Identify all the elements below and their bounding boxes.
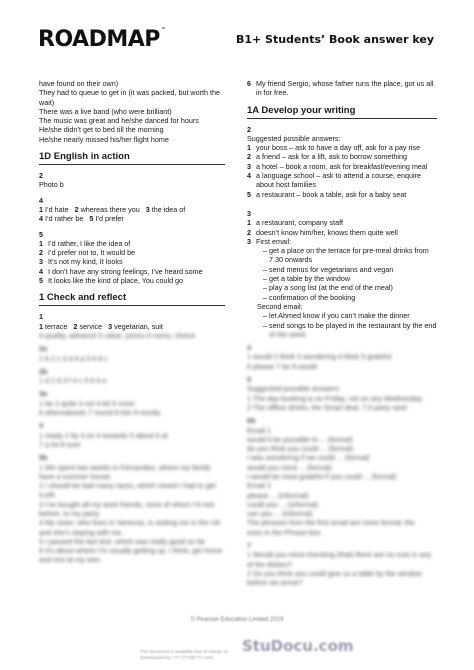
text-line: There was a live band (who were brilliant) [39,106,172,116]
answer-item: 5 It looks like the kind of place, You could go [39,276,184,286]
answer-item: 2 a friend – ask for a lift, ask to borrow something [247,152,408,162]
blurred-content: 4 quality, advance 5 value, prices 6 menu, choice 2a 1 b 2 c 3 d 4 a 5 b 6 c 2b 1 d 2 d 3 f 4 c 5 b 6 e 3a 1 be 2 quite 3 not 4 bit 5 more 6 whereabouts 7 round 8 lots 9 mostly 4 1 ready 2 by 3 on 4 towards 5 about 6 at 7 a lot 8 sure 5b 1 We spent two weeks in Fernandos, where my family have a summer house. 2 I should be bad many races, which meant I had to get a job. 3 I’ve bought all my work friends, none of whom I’d met before, to my party. 4 My sister, who lives in Vanessa, is visiting me in the UK and she’s staying with me. 5 I passed the last test, which was really good so far 6 It’s about where I’m usually getting up, I think, get home and rest at my own. [39,330,223,565]
left-column [39,79,225,565]
answer-item: in for free. [256,88,289,98]
intro-lines [39,79,225,144]
text-line: have found on their own) [39,79,119,88]
text-line: The music was great and he/she danced for hours [39,116,199,126]
download-note: This document is available free of charge on Downloaded by ??? (???@???.com) [140,649,229,660]
question-number: 1 [39,312,43,322]
answer-line: 1 terrace 2 service 3 vegetarian, suit [39,321,163,331]
answer-item: 1 your boss – ask to have a day off, ask for a pay rise [247,143,421,153]
first-email-list: – get a place on the terrace for pre-meal drinks from 7.30 onwards – send menus for vegetarians and vegan – get a table by the window – play a song list (at the end of the meal) – confirmation of the booking Second email: – let Ahmed know if you can’t make the dinner – send songs to be played in the restaurant by the end of the week [257,246,437,339]
text-line: He/she nearly missed his/her flight home [39,134,169,144]
answer-line: Photo b [39,180,64,190]
text-line: wait) [39,97,55,107]
document-title: B1+ Students’ Book answer key [235,33,434,46]
question-number: 2 [39,171,43,181]
answer-line: 1 I’d hate 2 whereas there you 3 the idea of [39,204,186,214]
answer-item: about host families [256,180,316,190]
answer-item: 3 a hotel – book a room, ask for breakfast/evening meal [247,161,428,171]
section-heading-1a: 1A Develop your writing [247,105,437,119]
section-heading-1d: 1D English in action [39,151,225,165]
question-number: 5 [39,229,43,239]
right-column [247,79,437,588]
question-number: 4 [39,195,43,205]
question-number: 3 [247,208,251,218]
answer-item: 6 My friend Sergio, whose father runs the place, got us all [247,79,434,88]
studocu-logo: StuDocu.com [242,637,354,655]
roadmap-logo: ROADMAP™ [38,27,166,52]
question-number: 2 [247,124,251,134]
answer-item: 2 I’d prefer not to, It would be [39,248,136,258]
blurred-content: 4 1 would 2 think 3 wondering 4 think 5 grateful 6 please 7 be 8 would 5 Suggested possible answers: 1 The day booking is on Friday, not on any Wednesday. 2 The offline drinks, the Smart deal, 7.0 party rand 6b Email 1 would it be possible to ... (formal) do you think you could ... (formal) I was wondering if we could ... (formal) would you mind ... (formal) I would be most grateful if you could ... (formal) Email 2 please ... (informal) could you ... (informal) can you ... (informal) The phrases from the first email are more formal; the ones in the Phrase box. 7 1 Would you mind checking (that) there are no nuts in any of the dishes? 2 Do you think you could give us a table by the window before we arrive? [247,343,432,588]
copyright-footer: © Pearson Education Limited 2019 [190,617,284,623]
answer-item: 2 doesn’t know him/her, knows them quite well [247,227,398,237]
text-line: They had to queue to get in (it was packed, but worth the [39,88,220,98]
answer-item: 1 a restaurant, company staff [247,218,343,228]
text-line: He/she didn’t get to bed till the morning [39,125,164,135]
answer-item: 3 First email: [247,236,292,246]
answer-item: 4 a language school – ask to attend a course, enquire [247,171,422,181]
answer-item: 1 I’d rather, I like the idea of [39,238,131,248]
section-heading-check-reflect: 1 Check and reflect [39,292,225,306]
answer-intro: Suggested possible answers: [247,133,341,143]
answer-item: 4 I don’t have any strong feelings, I’ve heard some [39,266,203,276]
answer-line: 4 I’d rather be 5 I’d prefer [39,214,124,224]
answer-item: 5 a restaurant – book a table, ask for a baby seat [247,189,407,199]
answer-item: 3 It’s not my kind, It looks [39,257,123,267]
